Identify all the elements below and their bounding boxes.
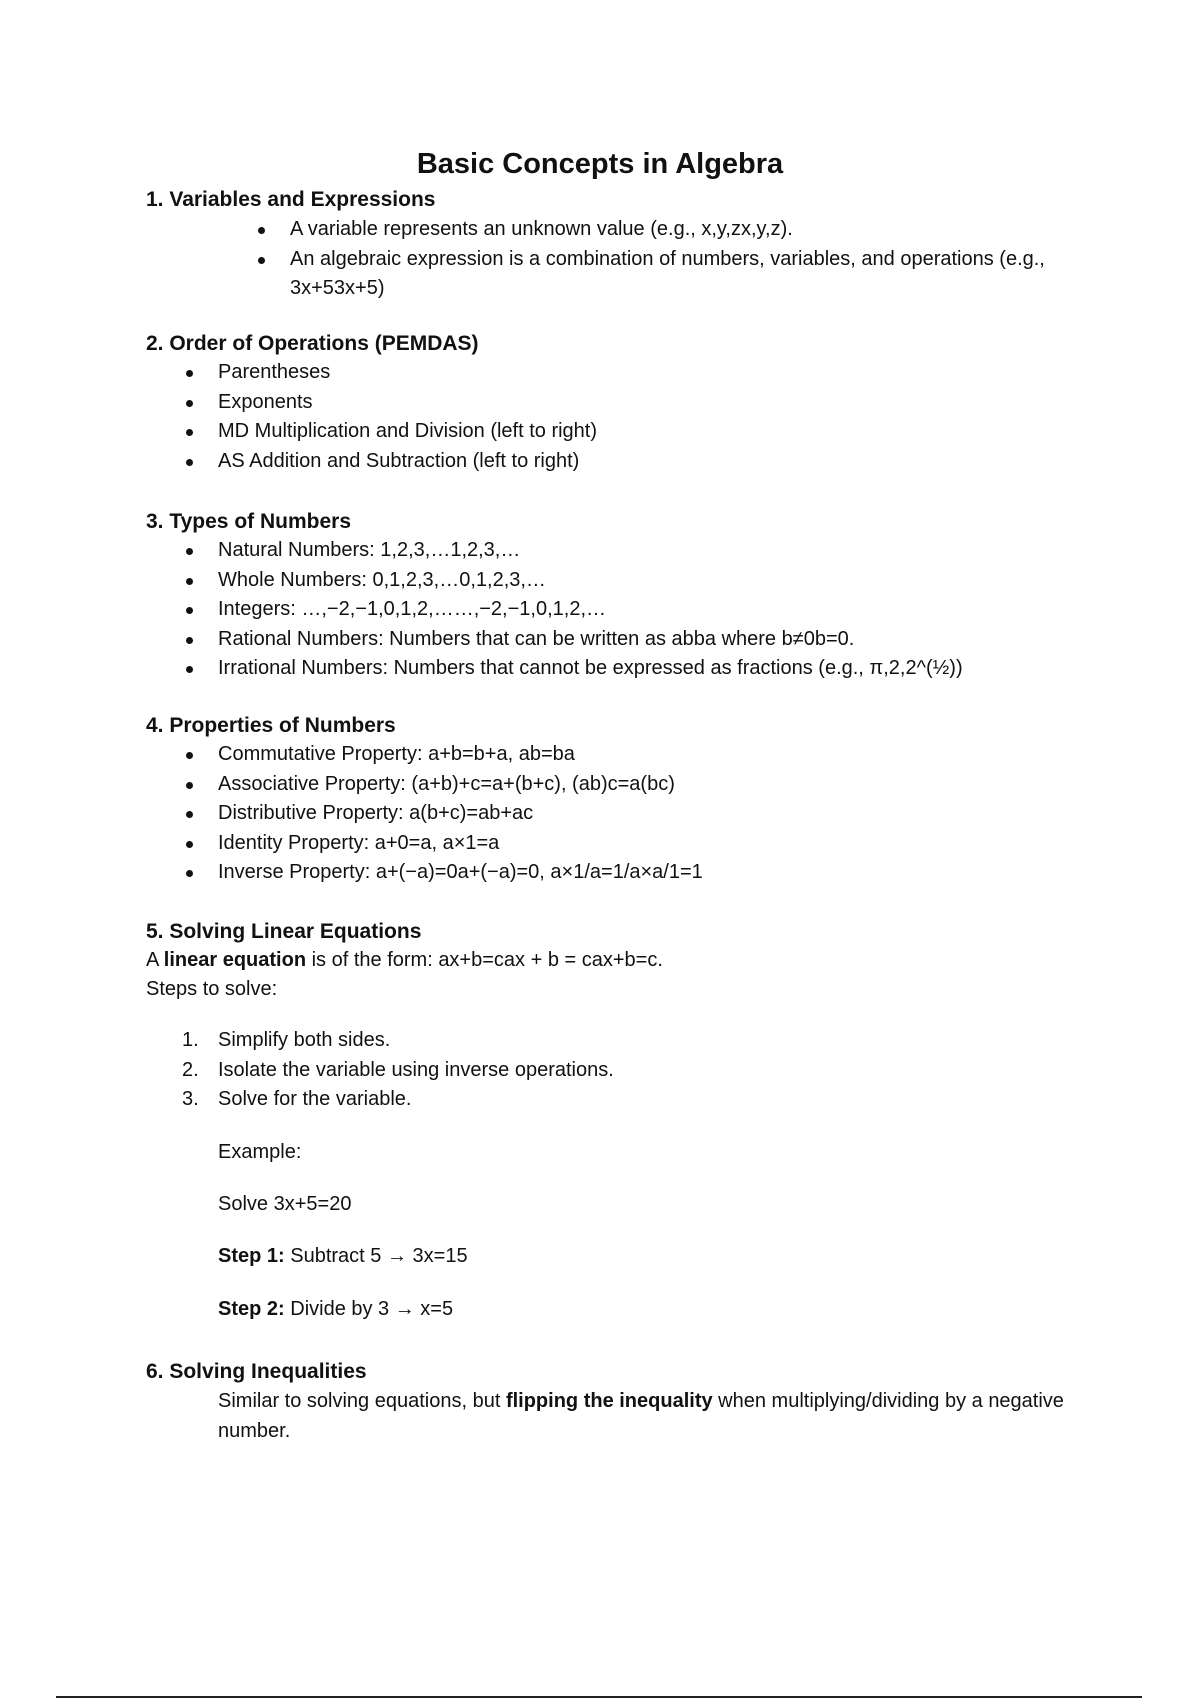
bullet-icon bbox=[186, 752, 193, 759]
bullet-icon bbox=[186, 370, 193, 377]
example-step-1: Step 1: Subtract 5 → 3x=15 bbox=[218, 1244, 468, 1267]
bullet-icon bbox=[186, 429, 193, 436]
linear-equation-definition: A linear equation is of the form: ax+b=cax + b = cax+b=c. bbox=[146, 949, 663, 971]
list-item: Commutative Property: a+b=b+a, ab=ba bbox=[218, 740, 1086, 770]
page-bottom-divider bbox=[56, 1696, 1142, 1698]
bullet-icon bbox=[186, 870, 193, 877]
list-item: Associative Property: (a+b)+c=a+(b+c), (ab)c=a(bc) bbox=[218, 770, 1086, 800]
example-step-2: Step 2: Divide by 3 → x=5 bbox=[218, 1297, 454, 1320]
section-heading: 4. Properties of Numbers bbox=[146, 714, 396, 737]
list-item: A variable represents an unknown value (e.g., x,y,zx,y,z). bbox=[290, 215, 1070, 245]
list-item: Inverse Property: a+(−a)=0a+(−a)=0, a×1/a=1/a×a/1=1 bbox=[218, 858, 1086, 888]
bullet-icon bbox=[186, 666, 193, 673]
list-item: Rational Numbers: Numbers that can be written as abba where b≠0b=0. bbox=[218, 625, 1086, 655]
list-item: 3. Solve for the variable. bbox=[182, 1088, 412, 1110]
example-label: Example: bbox=[218, 1140, 302, 1163]
bullet-list bbox=[218, 740, 1086, 888]
list-item: Natural Numbers: 1,2,3,…1,2,3,… bbox=[218, 536, 1086, 566]
bullet-list bbox=[290, 215, 1070, 304]
section-properties-of-numbers bbox=[146, 712, 1086, 888]
section-types-of-numbers bbox=[146, 508, 1086, 684]
list-item: AS Addition and Subtraction (left to right) bbox=[218, 447, 1086, 477]
section-variables-expressions bbox=[146, 186, 1086, 304]
list-item: Parentheses bbox=[218, 358, 1086, 388]
section-linear-equations bbox=[146, 918, 1086, 1322]
bullet-icon bbox=[186, 637, 193, 644]
list-item: Distributive Property: a(b+c)=ab+ac bbox=[218, 799, 1086, 829]
bullet-icon bbox=[186, 459, 193, 466]
worked-example bbox=[218, 1139, 1086, 1322]
list-item: Whole Numbers: 0,1,2,3,…0,1,2,3,… bbox=[218, 566, 1086, 596]
list-item: An algebraic expression is a combination of numbers, variables, and operations (e.g., 3x+53x+5) bbox=[290, 245, 1070, 304]
bullet-icon bbox=[186, 548, 193, 555]
bullet-icon bbox=[186, 578, 193, 585]
list-item: 1. Simplify both sides. bbox=[182, 1029, 391, 1051]
list-item: MD Multiplication and Division (left to right) bbox=[218, 417, 1086, 447]
section-heading: 6. Solving Inequalities bbox=[146, 1360, 367, 1383]
bullet-list bbox=[218, 358, 1086, 476]
section-order-of-operations bbox=[146, 330, 1086, 476]
bullet-icon bbox=[258, 257, 265, 264]
section-heading: 5. Solving Linear Equations bbox=[146, 920, 422, 943]
list-item: Integers: …,−2,−1,0,1,2,……,−2,−1,0,1,2,… bbox=[218, 595, 1086, 625]
bullet-icon bbox=[186, 607, 193, 614]
steps-label: Steps to solve: bbox=[146, 978, 278, 1000]
section-heading: 3. Types of Numbers bbox=[146, 510, 351, 533]
inequalities-text: Similar to solving equations, but flipping the inequality when multiplying/dividing by a negative number. bbox=[218, 1390, 1064, 1442]
section-inequalities bbox=[146, 1358, 1086, 1446]
list-item: Identity Property: a+0=a, a×1=a bbox=[218, 829, 1086, 859]
bullet-icon bbox=[186, 782, 193, 789]
list-item: 2. Isolate the variable using inverse operations. bbox=[182, 1058, 614, 1081]
list-item: Irrational Numbers: Numbers that cannot be expressed as fractions (e.g., π,2,2^(½)) bbox=[218, 654, 1086, 684]
section-heading: 2. Order of Operations (PEMDAS) bbox=[146, 332, 479, 355]
steps-list bbox=[182, 1026, 1086, 1115]
page-title: Basic Concepts in Algebra bbox=[416, 148, 784, 180]
section-heading: 1. Variables and Expressions bbox=[146, 188, 436, 211]
bullet-list bbox=[218, 536, 1086, 684]
example-problem: Solve 3x+5=20 bbox=[218, 1192, 352, 1215]
bullet-icon bbox=[258, 227, 265, 234]
bullet-icon bbox=[186, 841, 193, 848]
bullet-icon bbox=[186, 811, 193, 818]
bullet-icon bbox=[186, 400, 193, 407]
list-item: Exponents bbox=[218, 388, 1086, 418]
